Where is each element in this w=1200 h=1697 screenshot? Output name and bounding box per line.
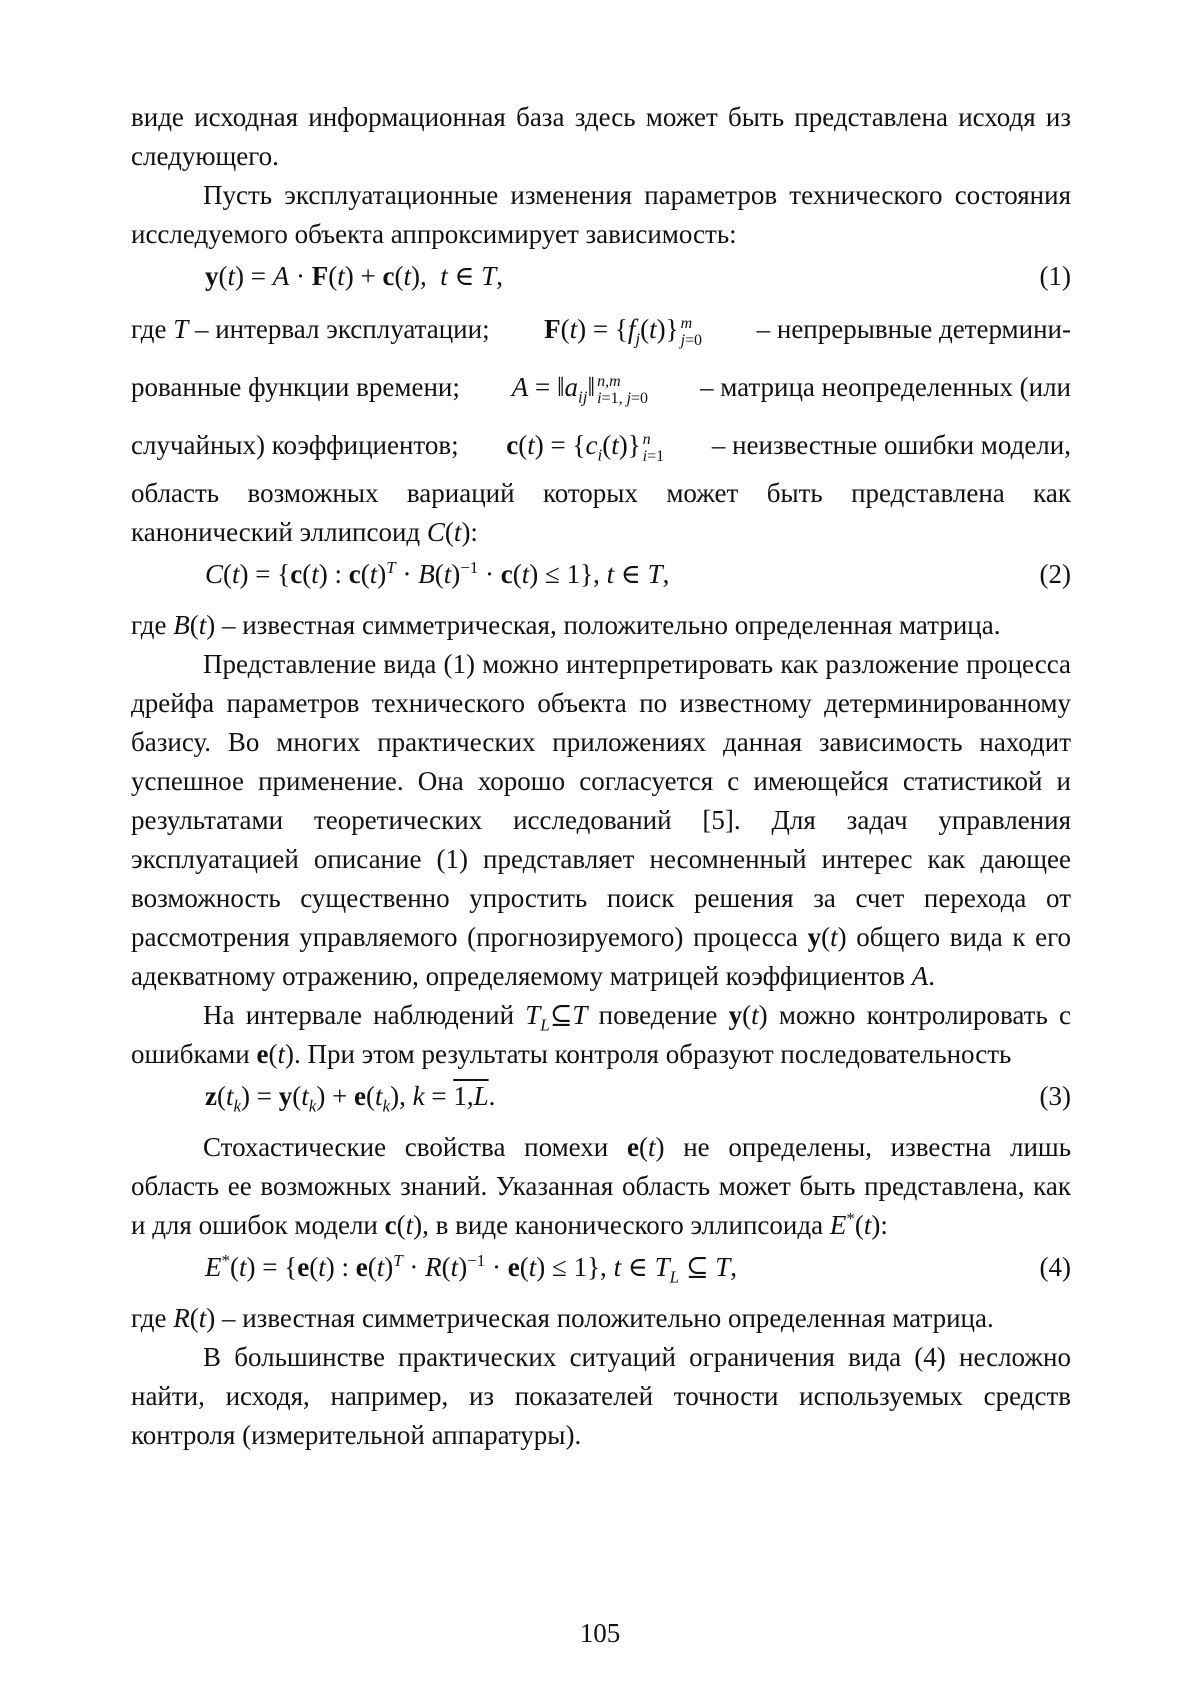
definition-line-2-right: – матрица неопределенных (или — [699, 372, 1071, 402]
definition-line-2-formula: $A = ‖a_{ij}‖$ n,m i=1, j=0 — [511, 372, 649, 407]
definition-line-2 — [131, 358, 1071, 416]
paragraph-8: где R(t) – известная симметрическая положительно определенная матрица. — [131, 1303, 994, 1333]
paragraph-2: Пусть эксплуатационные изменения параметров технического состояния исследуемого объекта аппроксимирует зависимость: — [131, 180, 1071, 249]
definition-line-3-formula: $c(t) = \{c_i(t)\}$ n i=1 — [506, 430, 665, 465]
definition-line-2-left: рованные функции времени; — [131, 372, 460, 402]
equation-3 — [131, 1077, 1071, 1125]
definition-line-3 — [131, 416, 1071, 474]
paragraph-3: область возможных вариаций которых может быть представлена как канонический эллипсоид C(t): — [131, 478, 1071, 547]
equation-4-formula: E*(t) = {e(t) : $e(t)^T \cdot R(t)^{-1} \cdot e(t) \le 1$}, t ∈ $T_L$ ⊆ T, — [205, 1251, 737, 1287]
definition-line-1-right: – непрерывные детермини- — [756, 314, 1071, 344]
paragraph-7: Стохастические свойства помехи e(t) не определены, известна лишь область ее возможных знаний. Указанная область может быть представлена, как и для ошибок модели c(t), в виде канонического эллипсоида E*(t): — [131, 1132, 1072, 1240]
equation-2-number: (2) — [1039, 559, 1071, 589]
equation-3-number: (3) — [1039, 1081, 1071, 1111]
definition-line-3-right: – неизвестные ошибки модели, — [711, 430, 1071, 460]
paragraph-5: Представление вида (1) можно интерпретировать как разложение процесса дрейфа параметров технического объекта по известному детерминированному базису. Во многих практических приложениях данная зависимость находит успешное применение. Она хорошо согласуется с имеющейся статистикой и результатами теоретических исследований [5]. Для задач управления эксплуатацией описание (1) представляет несомненный интерес как дающее возможность существенно упростить поиск решения за счет перехода от рассмотрения управляемого (прогнозируемого) процесса y(t) общего вида к его адекватному отражению, определяемому матрицей коэффициентов A. — [131, 649, 1071, 991]
equation-4-number: (4) — [1039, 1252, 1071, 1282]
equation-4 — [131, 1248, 1071, 1296]
equation-2 — [131, 555, 1071, 603]
page-number: 105 — [579, 1618, 621, 1648]
equation-1-number: (1) — [1039, 261, 1071, 291]
equation-2-formula: C(t) = {c(t) : $c(t)^T \cdot B(t)^{-1} \cdot c(t) \le 1$}, t ∈ T, — [205, 558, 670, 589]
paragraph-9: В большинстве практических ситуаций ограничения вида (4) несложно найти, исходя, например, из показателей точности используемых средств контроля (измерительной аппаратуры). — [131, 1342, 1071, 1450]
paragraph-1: виде исходная информационная база здесь может быть представлена исходя из следующего. — [131, 102, 1071, 171]
definition-line-1 — [131, 300, 1071, 358]
paragraph-6: На интервале наблюдений $T_L⊆T$ поведение y(t) можно контролировать с ошибками e(t). При этом результаты контроля образуют последовательность — [131, 1000, 1071, 1069]
equation-1-formula: y(t) = A · F(t) + c(t), t ∈ T, — [205, 261, 504, 291]
definition-line-1-formula: $F(t) = \{f_j(t)\}$ m j=0 — [544, 314, 703, 349]
equation-1 — [131, 257, 1071, 297]
definition-line-1-left: где T – интервал эксплуатации; — [131, 314, 490, 344]
paragraph-4: где B(t) – известная симметрическая, положительно определенная матрица. — [131, 610, 1001, 640]
equation-3-formula: $z(t_k) = y(t_k) + e(t_k)$, k = 1,L. — [205, 1081, 496, 1116]
page-body — [131, 98, 1071, 1455]
definition-line-3-left: случайных) коэффициентов; — [131, 430, 459, 460]
